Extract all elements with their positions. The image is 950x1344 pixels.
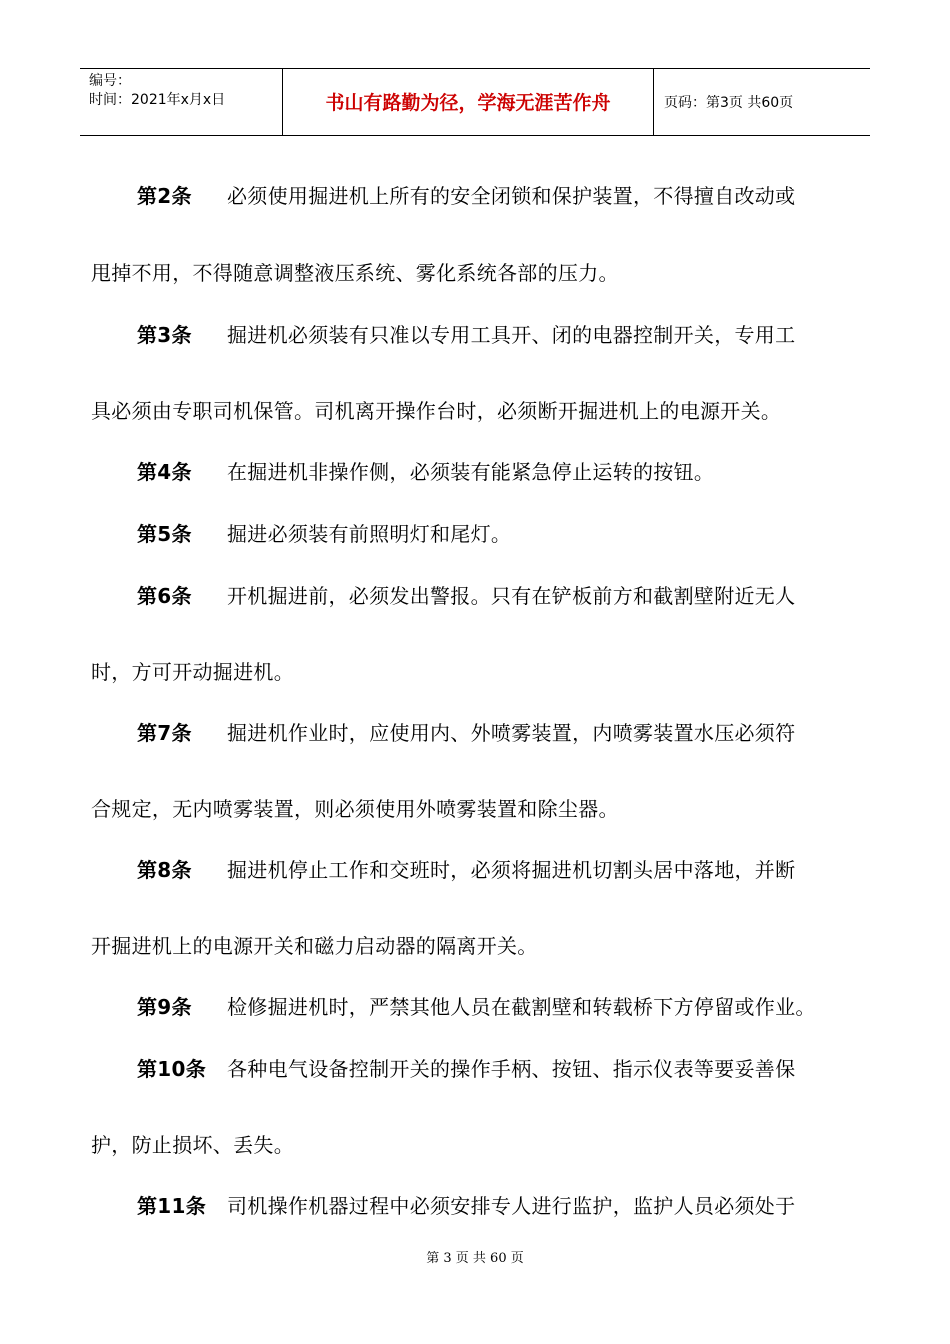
article-text: 各种电气设备控制开关的操作手柄、按钮、指示仪表等要妥善保 bbox=[227, 1057, 796, 1081]
article-text: 掘进必须装有前照明灯和尾灯。 bbox=[227, 522, 512, 546]
article-8-line-1 bbox=[137, 854, 795, 883]
article-number: 第8条 bbox=[137, 858, 192, 882]
article-2-line-2: 甩掉不用，不得随意调整液压系统、雾化系统各部的压力。 bbox=[91, 261, 619, 285]
article-number: 第4条 bbox=[137, 460, 192, 484]
article-11-line-1 bbox=[137, 1190, 795, 1219]
article-text: 必须使用掘进机上所有的安全闭锁和保护装置，不得擅自改动或 bbox=[227, 184, 796, 208]
header-page-info: 页码：第3页 共60页 bbox=[664, 95, 794, 111]
article-text: 掘进机必须装有只准以专用工具开、闭的电器控制开关，专用工 bbox=[227, 323, 796, 347]
article-number: 第11条 bbox=[137, 1194, 207, 1218]
document-time-label: 时间：2021年x月x日 bbox=[89, 92, 226, 108]
article-3-line-2: 具必须由专职司机保管。司机离开操作台时，必须断开掘进机上的电源开关。 bbox=[91, 399, 782, 423]
article-6-line-1 bbox=[137, 580, 795, 609]
article-2-line-1 bbox=[137, 180, 795, 209]
article-9-line-1 bbox=[137, 991, 816, 1020]
article-number: 第7条 bbox=[137, 721, 192, 745]
article-10-line-1 bbox=[137, 1053, 795, 1082]
article-number: 第6条 bbox=[137, 584, 192, 608]
article-number: 第10条 bbox=[137, 1057, 207, 1081]
article-3-line-1 bbox=[137, 319, 795, 348]
article-text: 检修掘进机时，严禁其他人员在截割壁和转载桥下方停留或作业。 bbox=[227, 995, 816, 1019]
article-8-line-2: 开掘进机上的电源开关和磁力启动器的隔离开关。 bbox=[91, 934, 538, 958]
article-number: 第2条 bbox=[137, 184, 192, 208]
article-text: 司机操作机器过程中必须安排专人进行监护，监护人员必须处于 bbox=[227, 1194, 796, 1218]
page-header bbox=[80, 68, 870, 136]
article-number: 第9条 bbox=[137, 995, 192, 1019]
document-number-label: 编号： bbox=[89, 73, 131, 89]
page-footer: 第 3 页 共 60 页 bbox=[426, 1251, 524, 1266]
article-text: 掘进机作业时，应使用内、外喷雾装置，内喷雾装置水压必须符 bbox=[227, 721, 796, 745]
header-meta bbox=[80, 69, 282, 135]
article-text: 开机掘进前，必须发出警报。只有在铲板前方和截割壁附近无人 bbox=[227, 584, 796, 608]
article-number: 第5条 bbox=[137, 522, 192, 546]
article-6-line-2: 时，方可开动掘进机。 bbox=[91, 660, 294, 684]
article-4-line-1 bbox=[137, 456, 714, 485]
header-motto: 书山有路勤为径，学海无涯苦作舟 bbox=[282, 69, 654, 135]
article-10-line-2: 护，防止损坏、丢失。 bbox=[91, 1133, 294, 1157]
article-text: 在掘进机非操作侧，必须装有能紧急停止运转的按钮。 bbox=[227, 460, 715, 484]
article-7-line-1 bbox=[137, 717, 795, 746]
article-5-line-1 bbox=[137, 518, 511, 547]
article-number: 第3条 bbox=[137, 323, 192, 347]
article-7-line-2: 合规定，无内喷雾装置，则必须使用外喷雾装置和除尘器。 bbox=[91, 797, 619, 821]
article-text: 掘进机停止工作和交班时，必须将掘进机切割头居中落地，并断 bbox=[227, 858, 796, 882]
